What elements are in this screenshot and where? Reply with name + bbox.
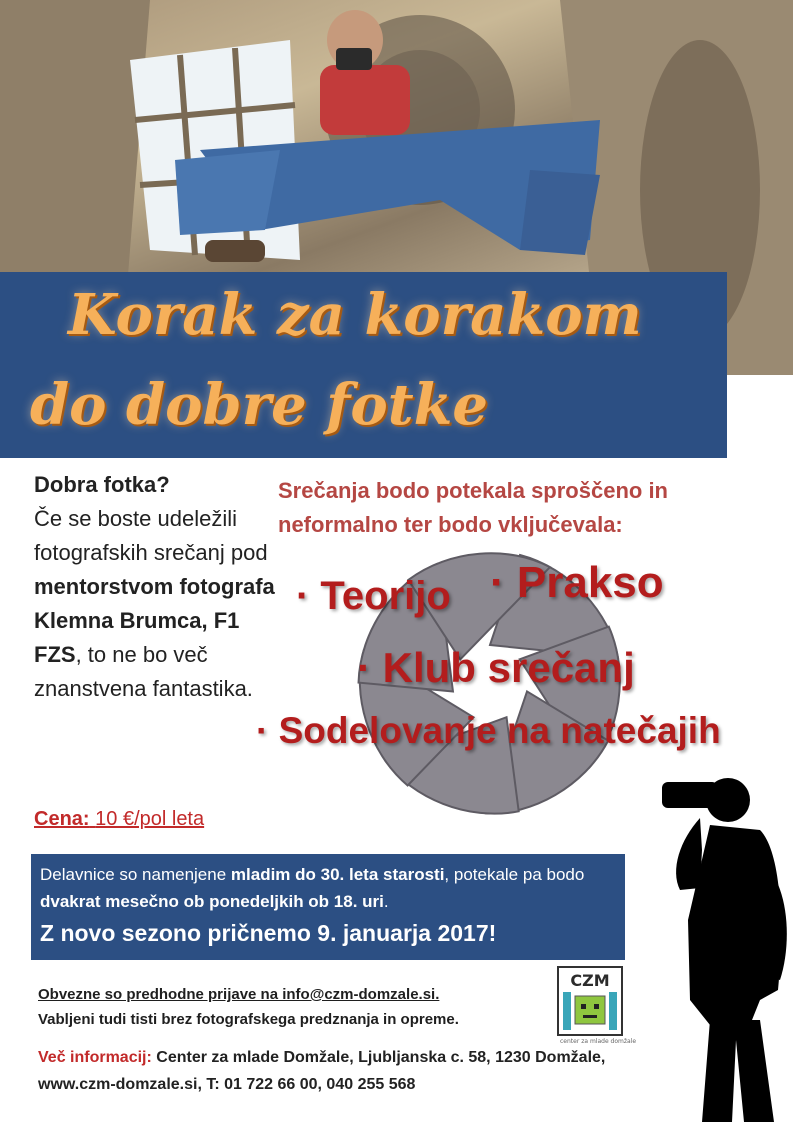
intro-mentor: mentorstvom fotografa Klemna Brumca, F1 FZS: [34, 574, 275, 667]
intro-text: [34, 468, 284, 706]
info-audience: mladim do 30. leta starosti: [230, 865, 445, 884]
price-value: 10 €/pol leta: [95, 808, 205, 830]
intro-heading: Dobra fotka?: [34, 472, 170, 497]
info-text-1: Delavnice so namenjene: [40, 865, 231, 884]
topic-teorijo: · Teorijo: [296, 574, 451, 618]
poster-title-line-1: Korak za korakom: [68, 282, 642, 348]
price: [34, 808, 204, 831]
info-schedule: dvakrat mesečno ob ponedeljkih ob 18. uri: [40, 892, 384, 911]
info-text-2: , potekale pa bodo: [444, 865, 585, 884]
registration-welcome: Vabljeni tudi tisti brez fotografskega predznanja in opreme.: [38, 1011, 459, 1028]
registration-notice[interactable]: Obvezne so predhodne prijave na info@czm-domzale.si.: [38, 986, 440, 1003]
sessions-heading: Srečanja bodo potekala sproščeno in neformalno ter bodo vključevala:: [278, 478, 668, 537]
info-text-3: .: [383, 892, 389, 911]
topic-prakso: · Prakso: [490, 558, 664, 607]
contact-address: Center za mlade Domžale, Ljubljanska c. 58, 1230 Domžale,: [156, 1049, 606, 1066]
intro-part-1: Če se boste udeležili fotografskih srečanj pod: [34, 506, 268, 565]
contact-label: Več informacij:: [38, 1049, 152, 1066]
czm-logo: [557, 966, 623, 1036]
contact-line-2[interactable]: www.czm-domzale.si, T: 01 722 66 00, 040 255 568: [38, 1076, 416, 1093]
intro-part-2: , to ne bo več znanstvena fantastika.: [34, 642, 253, 701]
poster-title-line-2: do dobre fotke: [30, 372, 489, 438]
topic-sodelovanje: · Sodelovanje na natečajih: [256, 710, 721, 751]
price-label: Cena:: [34, 808, 90, 830]
photographer-silhouette-icon: [640, 770, 793, 1122]
info-text: [40, 861, 625, 915]
topic-klub-srecanj: · Klub srečanj: [357, 644, 635, 691]
season-start: Z novo sezono pričnemo 9. januarja 2017!: [40, 920, 497, 946]
contact-line-1: [38, 1049, 605, 1067]
logo-caption: center za mlade domžale: [560, 1038, 637, 1045]
logo-text: CZM: [570, 971, 610, 990]
